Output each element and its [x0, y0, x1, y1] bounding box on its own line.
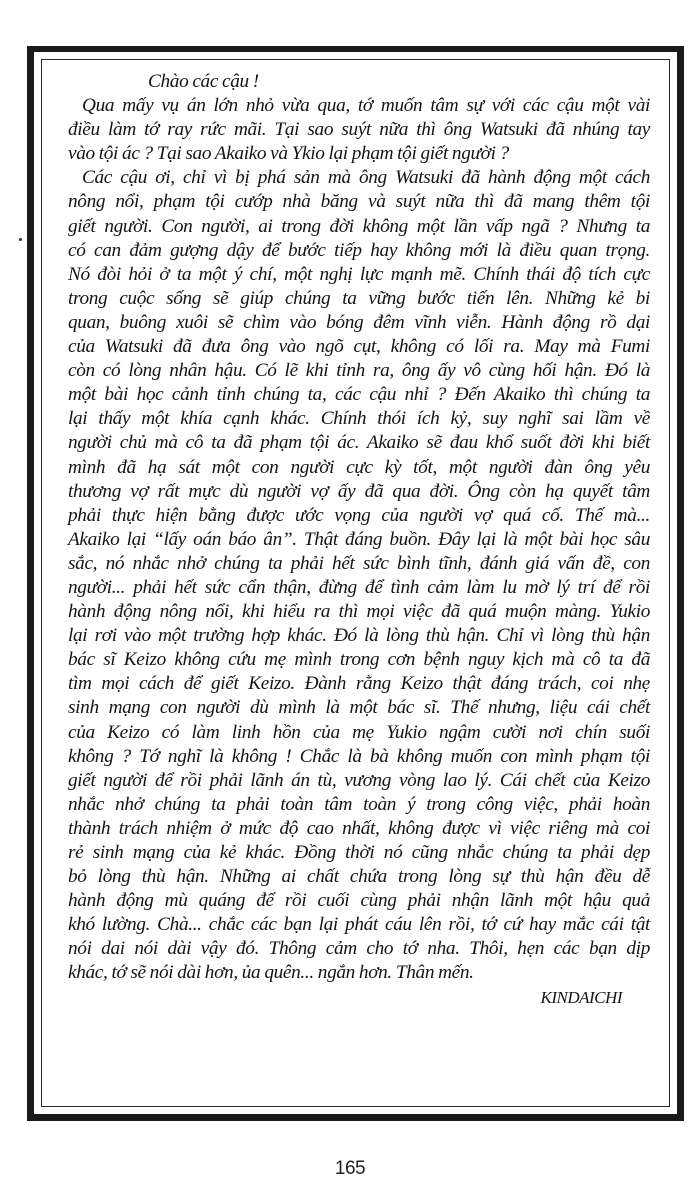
letter-line: một bài học cảnh tỉnh chúng ta, các cậu nhỉ ? Đến Akaiko thì chúng ta — [68, 384, 650, 406]
letter-line: điều làm tớ ray rức mãi. Tại sao suýt nữa thì ông Watsuki đã nhúng tay — [68, 119, 650, 141]
letter-line: lại rơi vào một trường hợp khác. Đó là lòng thù hận. Chỉ vì lòng thù hận — [68, 625, 650, 647]
letter-body — [68, 70, 650, 1010]
letter-line: người chủ mà cô ta đã phạm tội ác. Akaiko sẽ đau khổ suốt đời khi biết — [68, 432, 650, 454]
letter-line: nói dai nói dài vậy đó. Thông cảm cho tớ nha. Thôi, hẹn các bạn dịp — [68, 938, 650, 960]
letter-line: của Watsuki đã đưa ông vào ngõ cụt, không có lối ra. May mà Fumi — [68, 336, 650, 358]
letter-line: bác sĩ Keizo không cứu mẹ mình trong cơn bệnh nguy kịch mà cô ta đã — [68, 649, 650, 671]
letter-line: rẻ sinh mạng của kẻ khác. Đồng thời nó cũng nhắc chúng ta phải dẹp — [68, 842, 650, 863]
letter-line: nông nổi, phạm tội cướp nhà băng và suýt nữa thì đã mang thêm tội — [68, 191, 650, 213]
letter-line: lại thấy một khía cạnh khác. Chính thói ích kỷ, suy nghĩ sai lầm về — [68, 408, 650, 430]
letter-line: phải thực hiện bằng được ước vọng của người vợ quá cố. Thế mà... — [68, 504, 650, 526]
letter-line: giết người. Con người, ai trong đời không một lần vấp ngã ? Nhưng ta — [68, 215, 650, 237]
letter-line: trong cuộc sống sẽ giúp chúng ta vững bước tiến lên. Những kẻ bi — [68, 287, 650, 309]
letter-line: khó lường. Chà... chắc các bạn lại phát cáu lên rồi, tớ cứ hay mắc cái tật — [68, 914, 650, 936]
letter-box — [27, 46, 684, 1121]
letter-line: của Keizo có làm linh hồn của mẹ Yukio ngậm cười nơi chín suối — [68, 721, 650, 743]
letter-line: quan, buông xuôi sẽ chìm vào bóng đêm vĩnh viễn. Hành động rồ dại — [68, 311, 650, 333]
letter-line: Nó đòi hỏi ở ta một ý chí, một nghị lực mạnh mẽ. Chính thái độ tích cực — [68, 263, 650, 285]
letter-line: người... phải hết sức cẩn thận, đừng để tình cảm làm lu mờ lý trí để rồi — [68, 576, 650, 598]
letter-line: không ? Tớ nghĩ là không ! Chắc là bà không muốn con mình phạm tội — [68, 745, 650, 767]
letter-line: tìm mọi cách để giết Keizo. Đành rằng Keizo thật đáng trách, coi nhẹ — [68, 673, 650, 695]
letter-line: có can đảm gượng dậy để bước tiếp hay không mới là điều quan trọng. — [68, 239, 650, 261]
letter-line: giết người để rồi phải lãnh án tù, vương vòng lao lý. Cái chết của Keizo — [68, 769, 650, 791]
letter-line: thành trách nhiệm ở mức độ cao nhất, không được vì việc riêng mà coi — [68, 817, 650, 839]
letter-line: sinh mạng con người dù mình là một bác sĩ. Thế nhưng, liệu cái chết — [68, 697, 650, 719]
letter-line: vào tội ác ? Tại sao Akaiko và Ykio lại phạm tội giết người ? — [68, 143, 509, 165]
letter-line: sắc, nó nhắc nhở chúng ta phải hết sức bình tĩnh, đánh giá vấn đề, con — [68, 552, 650, 574]
letter-greeting: Chào các cậu ! — [148, 71, 259, 92]
letter-signature: KINDAICHI — [540, 987, 622, 1007]
letter-line: bỏ lòng thù hận. Những ai chất chứa trong lòng sự thù hận đều dễ — [68, 866, 650, 888]
letter-line: mình đã hạ sát một con người cực kỳ tốt, một người đàn ông yêu — [68, 456, 650, 478]
letter-line: nhắc nhở chúng ta phải toàn tâm toàn ý trong công việc, phải hoàn — [68, 793, 650, 815]
letter-line: còn có lòng nhân hậu. Có lẽ khi tỉnh ra, ông ấy vô cùng hối hận. Đó là — [68, 360, 650, 382]
letter-line: hành động mù quáng để rồi cuối cùng phải nhận lãnh một hậu quả — [68, 890, 650, 912]
letter-line: hành động nông nổi, khi hiểu ra thì mọi việc đã quá muộn màng. Yukio — [68, 601, 650, 623]
letter-line: khác, tớ sẽ nói dài hơn, ủa quên... ngắn hơn. Thân mến. — [68, 962, 474, 984]
letter-line: Các cậu ơi, chỉ vì bị phá sản mà ông Watsuki đã hành động một cách — [82, 167, 650, 189]
letter-line: Qua mấy vụ án lớn nhỏ vừa qua, tớ muốn tâm sự với các cậu một vài — [82, 95, 650, 117]
page-number: 165 — [334, 1158, 366, 1179]
letter-line: Akaiko lại “lấy oán báo ân”. Thật đáng buồn. Đây lại là một bài học sâu — [68, 528, 650, 550]
scan-speck — [19, 238, 22, 241]
letter-line: thương vợ rất mực dù người vợ ấy đã qua đời. Ông còn hạ quyết tâm — [68, 480, 650, 502]
